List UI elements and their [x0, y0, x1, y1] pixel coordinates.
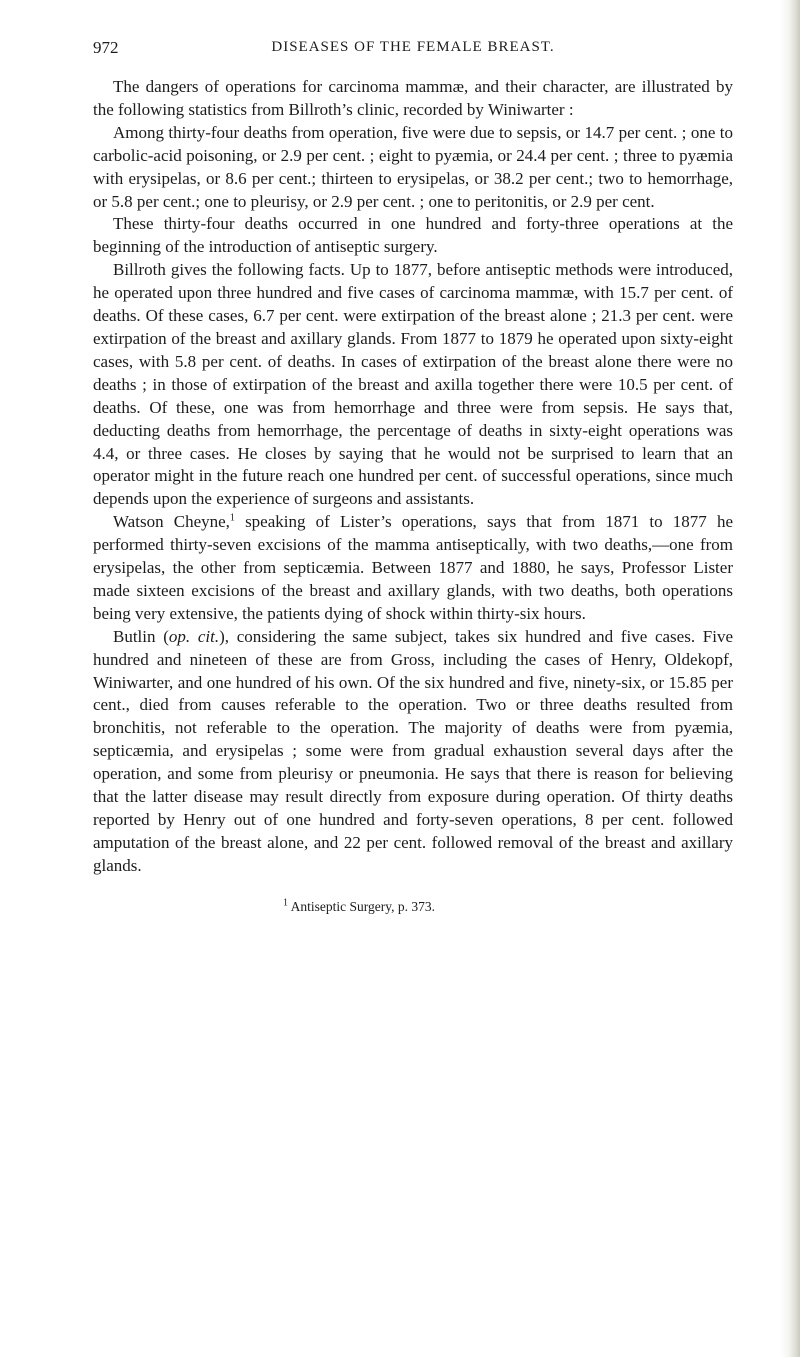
- butlin-text-start: Butlin (: [113, 626, 169, 646]
- citation-op-cit: op. cit.: [168, 626, 220, 646]
- paragraph-intro: The dangers of operations for carcinoma mammæ, and their character, are illustrated by the following statistics from Billroth’s clinic, recorded by Winiwarter :: [93, 77, 733, 119]
- page-edge-shadow: [780, 0, 800, 1357]
- paragraph-billroth-facts: Billroth gives the following facts. Up to 1877, before antiseptic methods were introduced, he operated upon three hundred and five cases of carcinoma mammæ, with 15.7 per cent. of deaths. Of these cases, 6.7 per cent. were extirpation of the breast alone ; 21.3 per cent. were extirpation of the breast and axillary glands. From 1877 to 1879 he operated upon sixty-eight cases, with 5.8 per cent. of deaths. In cases of extirpation of the breast alone there were no deaths ; in those of extirpation of the breast and axilla together there were 10.5 per cent. of deaths. Of these, one was from hemorrhage and three were from sepsis. He says that, deducting deaths from hemorrhage, the percentage of deaths in sixty-eight operations was 4.4, or three cases. He closes by saying that he would not be surprised to learn that an operator might in the future reach one hundred per cent. of successful operations, since much depends upon the experience of surgeons and assistants.: [93, 260, 733, 509]
- page-number: 972: [93, 38, 119, 57]
- running-title: DISEASES OF THE FEMALE BREAST.: [271, 39, 555, 55]
- footnote-marker: 1: [283, 897, 288, 909]
- book-page: [93, 38, 733, 915]
- body-text: [93, 76, 733, 878]
- running-head: [93, 38, 733, 68]
- butlin-text-rest: ), considering the same subject, takes six hundred and five cases. Five hundred and nineteen of these are from Gross, including the cases of Henry, Oldekopf, Winiwarter, and one hundred of his own. Of the six hundred and five, ninety-six, or 15.85 per cent., died from causes referable to the operation. Two or three deaths resulted from bronchitis, not referable to the operation. The majority of deaths were from pyæmia, septicæmia, and erysipelas ; some were from gradual exhaustion several days after the operation, and some from pleurisy or pneumonia. He says that there is reason for believing that the latter disease may result directly from exposure during operation. Of thirty deaths reported by Henry out of one hundred and forty-seven operations, 8 per cent. followed amputation of the breast alone, and 22 per cent. followed removal of the breast and axillary glands.: [93, 626, 733, 875]
- cheyne-text-rest: speaking of Lister’s operations, says that from 1871 to 1877 he performed thirty-seven excisions of the mamma antiseptically, with two deaths,—one from erysipelas, the other from septicæmia. Between 1877 and 1880, he says, Professor Lister made sixteen excisions of the breast and axillary glands, with two deaths, both operations being very extensive, the patients dying of shock within thirty-six hours.: [93, 512, 733, 623]
- paragraph-antiseptic-operations: These thirty-four deaths occurred in one hundred and forty-three operations at the beginning of the introduction of antiseptic surgery.: [93, 214, 733, 257]
- paragraph-death-causes: Among thirty-four deaths from operation, five were due to sepsis, or 14.7 per cent. ; one to carbolic-acid poisoning, or 2.9 per cent. ; eight to pyæmia, or 24.4 per cent. ; three to pyæmia with erysipelas, or 8.6 per cent.; thirteen to erysipelas, or 38.2 per cent.; two to hemorrhage, or 5.8 per cent.; one to pleurisy, or 2.9 per cent. ; one to peritonitis, or 2.9 per cent.: [93, 122, 733, 211]
- footnote: [93, 898, 733, 915]
- footnote-text: Antiseptic Surgery, p. 373.: [288, 898, 435, 914]
- paragraph-butlin: [93, 626, 733, 878]
- cheyne-text-start: Watson Cheyne,: [113, 512, 230, 532]
- footnote-reference: 1: [229, 512, 235, 524]
- paragraph-cheyne: [93, 511, 733, 626]
